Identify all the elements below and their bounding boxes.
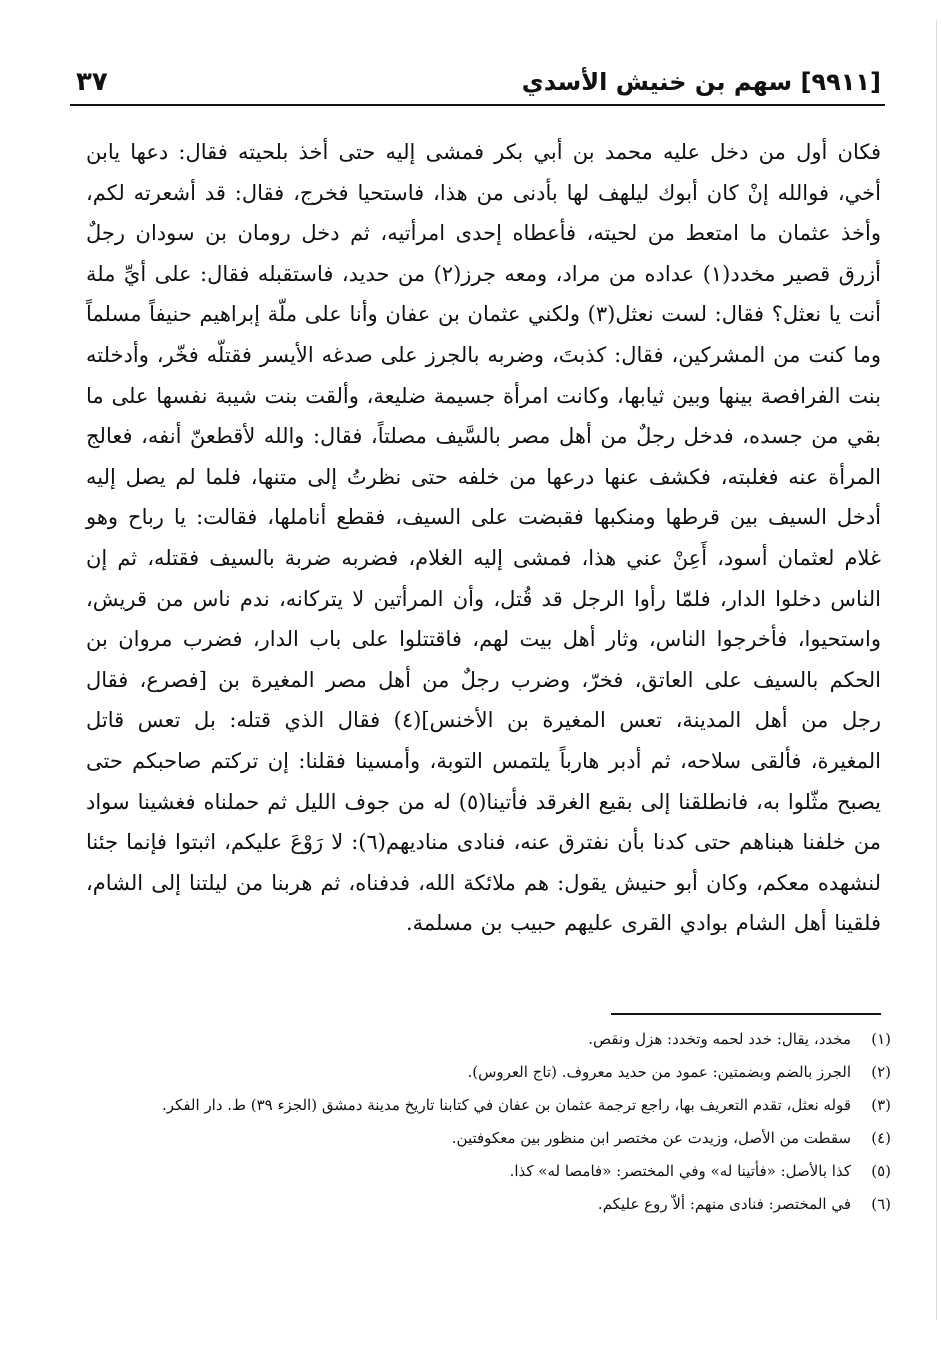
footnote-number: (٦) <box>871 1195 891 1213</box>
footnotes-list <box>90 1025 891 1223</box>
footnote-separator <box>611 1013 881 1015</box>
footnote-text: كذا بالأصل: «فأتينا له» وفي المختصر: «فامصا له» كذا. <box>509 1162 851 1180</box>
page-header <box>76 62 881 102</box>
footnote-1 <box>90 1025 891 1054</box>
header-rule <box>70 104 885 106</box>
footnote-3 <box>90 1091 891 1120</box>
footnote-number: (٥) <box>871 1162 891 1180</box>
footnote-number: (٢) <box>871 1063 891 1081</box>
footnote-text: سقطت من الأصل، وزيدت عن مختصر ابن منظور بين معكوفتين. <box>451 1129 851 1147</box>
footnote-4 <box>90 1124 891 1153</box>
running-head: [٩٩١١] سهم بن خنيش الأسدي <box>521 68 881 96</box>
footnote-6 <box>90 1190 891 1219</box>
footnote-text: الجرز بالضم وبضمتين: عمود من حديد معروف. (تاج العروس). <box>467 1063 851 1081</box>
footnote-text: مخدد، يقال: خدد لحمه وتخدد: هزل ونقص. <box>588 1030 851 1048</box>
footnote-text: في المختصر: فنادى منهم: ألاّ روع عليكم. <box>597 1195 851 1213</box>
footnote-number: (٤) <box>871 1129 891 1147</box>
page-number: ٣٧ <box>76 67 108 97</box>
footnote-5 <box>90 1157 891 1186</box>
main-text-paragraph: فكان أول من دخل عليه محمد بن أبي بكر فمشى إليه حتى أخذ بلحيته فقال: دعها يابن أخي، فوالله إنْ كان أبوك ليلهف لها بأدنى من هذا، فاستحيا فخرج، فقال: قد أشعرته لكم، وأخذ عثمان ما امتعط من لحيته، فأعطاه إحدى امرأتيه، ثم دخل رومان بن سودان رجلٌ أزرق قصير مخدد(١) عداده من مراد، ومعه جرز(٢) من حديد، فاستقبله فقال: على أيِّ ملة أنت يا نعثل؟ فقال: لست نعثل(٣) ولكني عثمان بن عفان وأنا على ملّة إبراهيم حنيفاً مسلماً وما كنت من المشركين، فقال: كذبتَ، وضربه بالجرز على صدغه الأيسر فقتلّه فخّر، وأدخلته بنت الفرافصة بينها وبين ثيابها، وكانت امرأة جسيمة ضليعة، وألقت بنت شيبة نفسها على ما بقي من جسده، فدخل رجلٌ من أهل مصر بالسَّيف مصلتاً، فقال: والله لأقطعنّ أنفه، فعالج المرأة عنه فغلبته، فكشف عنها درعها من خلفه حتى نظرتُ إلى متنها، فلما لم يصل إليه أدخل السيف بين قرطها ومنكبها فقبضت على السيف، فقطع أناملها، فقالت: يا رباح وهو غلام لعثمان أسود، أَعِنْ عني هذا، فمشى إليه الغلام، فضربه ضربة بالسيف فقتله، ثم إن الناس دخلوا الدار، فلمّا رأوا الرجل قد قُتل، وأن المرأتين لا يتركانه، ندم ناس من قريش، واستحيوا، فأخرجوا الناس، وثار أهل بيت لهم، فاقتتلوا على باب الدار، فضرب مروان بن الحكم بالسيف على العاتق، فخرّ، وضرب رجلٌ من أهل مصر المغيرة بن [فصرع، فقال رجل من أهل المدينة، تعس المغيرة بن الأخنس](٤) فقال الذي قتله: بل تعس قاتل المغيرة، فألقى سلاحه، ثم أدبر هارباً يلتمس التوبة، وأمسينا فقلنا: إن تركتم صاحبكم حتى يصبح مثّلوا به، فانطلقنا إلى بقيع الغرقد فأتينا(٥) له من جوف الليل ثم حملناه فغشينا سواد من خلفنا هبناهم حتى كدنا بأن نفترق عنه، فنادى مناديهم(٦): لا رَوْعَ عليكم، اثبتوا فإنما جئنا لنشهده معكم، وكان أبو حنيش يقول: هم ملائكة الله، فدفناه، ثم هربنا من ليلتنا إلى الشام، فلقينا أهل الشام بوادي القرى عليهم حبيب بن مسلمة. <box>86 140 881 936</box>
footnote-number: (٣) <box>871 1096 891 1114</box>
footnote-number: (١) <box>871 1030 891 1048</box>
scan-edge-line <box>936 20 937 1320</box>
footnote-2 <box>90 1058 891 1087</box>
footnote-text: قوله نعثل، تقدم التعريف بها، راجع ترجمة عثمان بن عفان في كتابنا تاريخ مدينة دمشق (الجزء ٣٩) ط. دار الفكر. <box>162 1096 851 1114</box>
